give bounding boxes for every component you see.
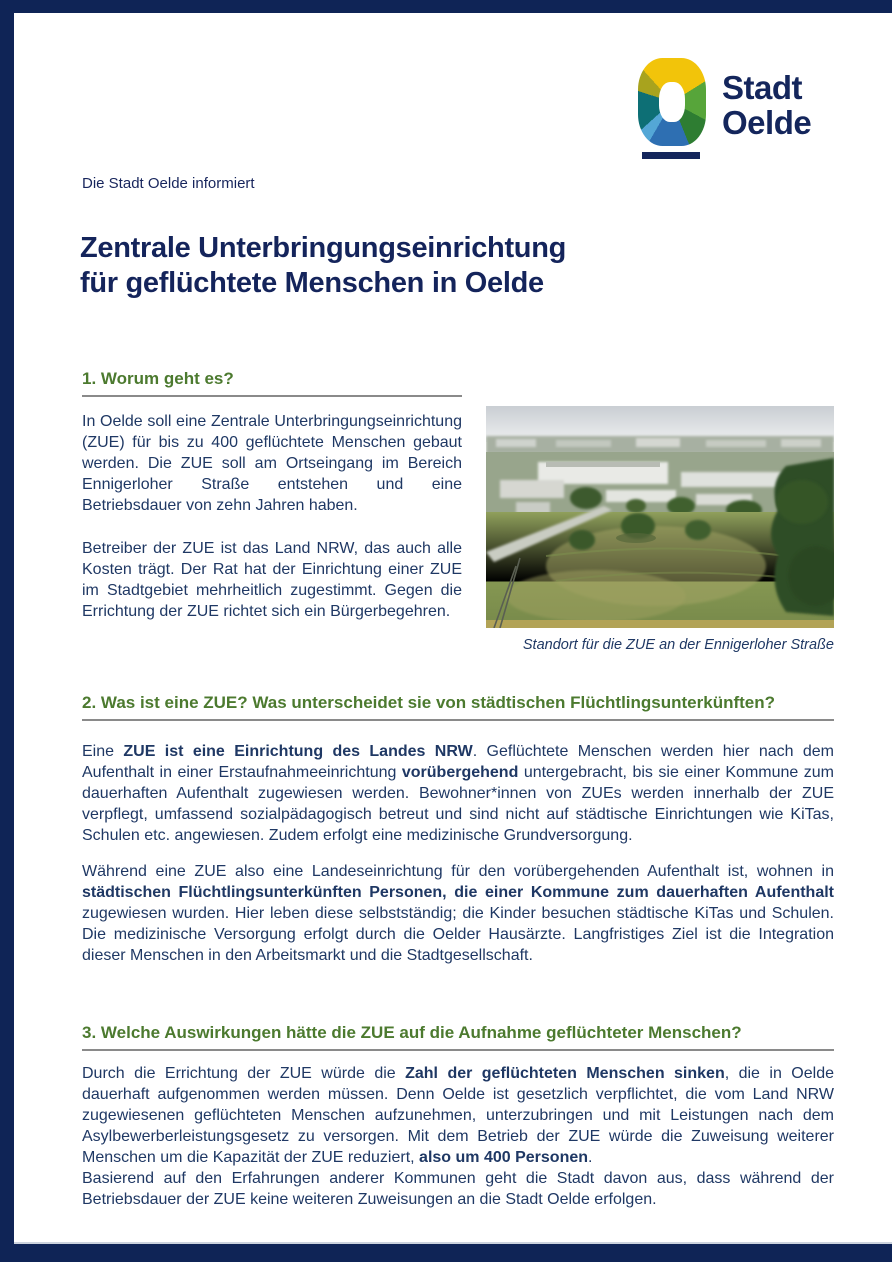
logo-wordmark-line1: Stadt xyxy=(722,69,802,106)
paragraph: Durch die Errichtung der ZUE würde die Zahl der geflüchteten Menschen sinken, die in Oelde dauerhaft aufgenommen werden müssen. Denn Oelde ist gesetzlich verpflichtet, die vom Land NRW zugewiesenen geflüchteten Menschen aufzunehmen, unterzubringen und mit Leistungen nach dem Asylbewerberleistungsgesetz zu versorgen. Mit dem Betrieb der ZUE würde die Zuweisung weiterer Menschen um die Kapazität der ZUE reduziert, also um 400 Personen. xyxy=(82,1065,834,1166)
section-2-rule xyxy=(82,719,834,721)
logo-wordmark xyxy=(722,70,811,159)
logo-underline-bar xyxy=(642,152,700,159)
section-3-heading: 3. Welche Auswirkungen hätte die ZUE auf die Aufnahme geflüchteter Menschen? xyxy=(82,1023,742,1042)
page-title-line2: für geflüchtete Menschen in Oelde xyxy=(80,267,544,300)
section-3 xyxy=(82,1022,834,1210)
site-photo-figure xyxy=(486,368,834,653)
section-1-rule xyxy=(82,395,462,397)
section-1-text-column xyxy=(82,368,462,622)
logo-mark xyxy=(638,58,706,159)
paragraph: In Oelde soll eine Zentrale Unterbringungseinrichtung (ZUE) für bis zu 400 geflüchtete Menschen gebaut werden. Die ZUE soll am Ortseingang im Bereich Ennigerloher Straße entstehen und eine Betriebsdauer von zehn Jahren haben. xyxy=(82,413,462,514)
section-2 xyxy=(82,692,834,966)
section-2-heading: 2. Was ist eine ZUE? Was unterscheidet sie von städtischen Flüchtlingsunterkünften? xyxy=(82,693,776,712)
section-1 xyxy=(82,368,834,653)
photo-caption: Standort für die ZUE an der Ennigerloher Straße xyxy=(522,637,834,653)
oelde-o-icon xyxy=(638,58,706,146)
paragraph: Betreiber der ZUE ist das Land NRW, das auch alle Kosten trägt. Der Rat hat der Einrichtung einer ZUE im Stadtgebiet mehrheitlich zugestimmt. Gegen die Errichtung der ZUE richtet sich ein Bürgerbegehren. xyxy=(82,540,462,620)
section-1-heading: 1. Worum geht es? xyxy=(82,369,234,388)
section-3-rule xyxy=(82,1049,834,1051)
paragraph: Basierend auf den Erfahrungen anderer Kommunen geht die Stadt davon aus, dass während der Betriebsdauer der ZUE keine weiteren Zuweisungen an die Stadt Oelde erfolgen. xyxy=(82,1170,834,1208)
page-title-line1: Zentrale Unterbringungseinrichtung xyxy=(80,232,567,265)
paragraph: Während eine ZUE also eine Landeseinrichtung für den vorübergehenden Aufenthalt ist, wohnen in städtischen Flüchtlingsunterkünften Personen, die einer Kommune zum dauerhaften Aufenthalt zugewiesen wurden. Hier leben diese selbstständig; die Kinder besuchen städtische KiTas und Schulen. Die medizinische Versorgung erfolgt durch die Oelder Hausärzte. Langfristiges Ziel ist die Integration dieser Menschen in den Arbeitsmarkt und die Stadtgesellschaft. xyxy=(82,863,834,964)
aerial-site-photo xyxy=(486,406,834,628)
paragraph: Eine ZUE ist eine Einrichtung des Landes NRW. Geflüchtete Menschen werden hier nach dem Aufenthalt in einer Erstaufnahmeeinrichtung vorübergehend untergebracht, bis sie einer Kommune zum dauerhaften Aufenthalt zugewiesen werden. Bewohner*innen von ZUEs werden innerhalb der ZUE verpflegt, umfassend sozialpädagogisch betreut und sind nicht auf städtische Einrichtungen wie KiTas, Schulen etc. angewiesen. Zudem erfolgt eine medizinische Grundversorgung. xyxy=(82,743,835,844)
stadt-oelde-logo xyxy=(638,58,811,159)
logo-wordmark-line2: Oelde xyxy=(722,104,812,141)
kicker-text: Die Stadt Oelde informiert xyxy=(82,175,255,192)
page-title xyxy=(80,231,566,301)
